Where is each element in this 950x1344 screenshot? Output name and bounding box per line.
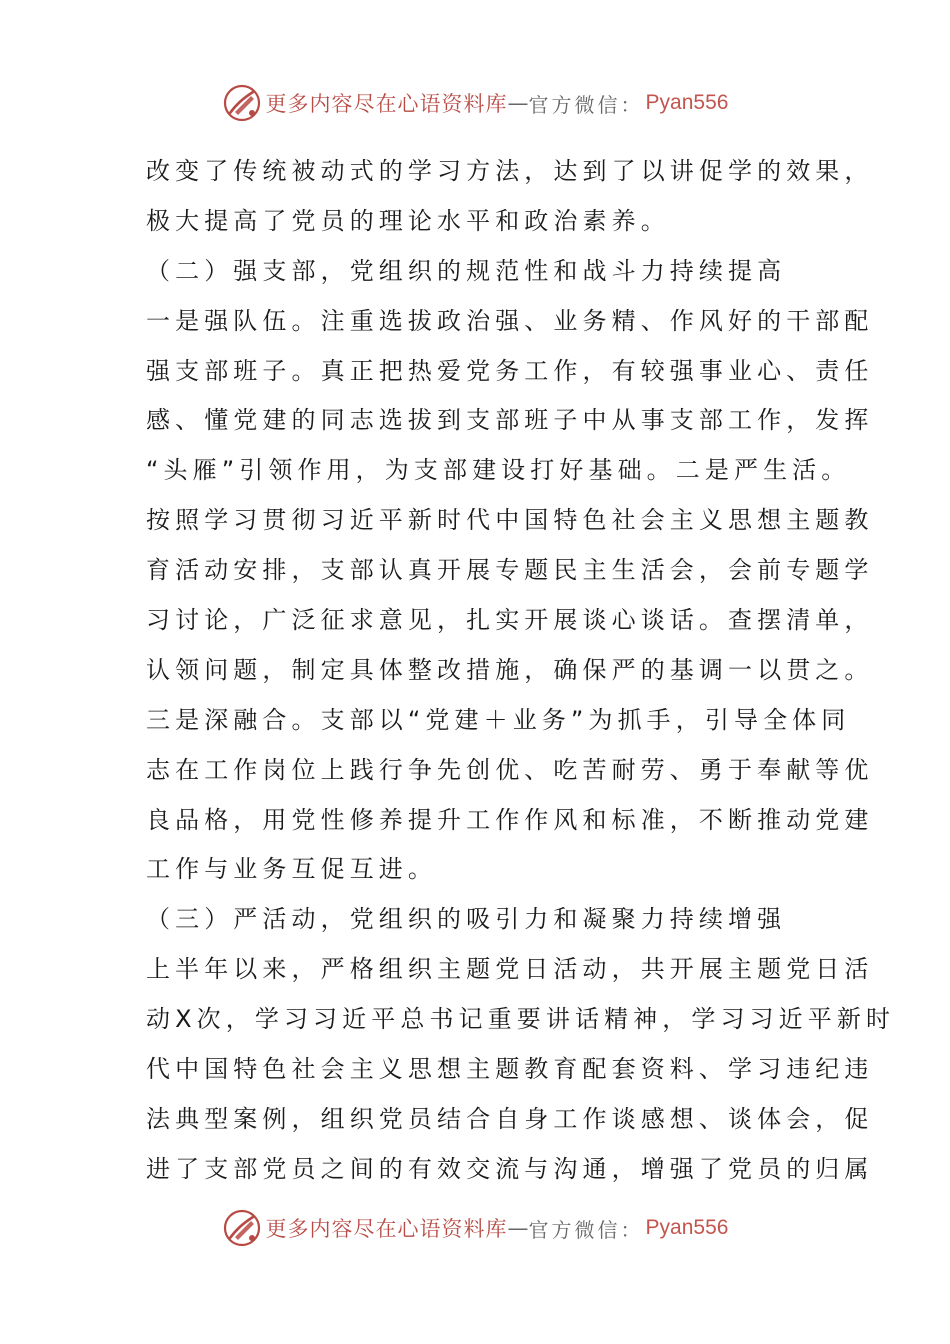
text-line: 一是强队伍。注重选拔政治强、业务精、作风好的干部配 xyxy=(146,306,874,335)
text-line: 三是深融合。支部以“党建＋业务”为抓手，引导全体同 xyxy=(146,705,851,734)
section-heading: （三）严活动，党组织的吸引力和凝聚力持续增强 xyxy=(146,905,787,934)
text-line: 改变了传统被动式的学习方法，达到了以讲促学的效果， xyxy=(146,157,874,185)
text-line: 进了支部党员之间的有效交流与沟通，增强了党员的归属 xyxy=(146,1154,874,1183)
text-line: 志在工作岗位上践行争先创优、吃苦耐劳、勇于奉献等优 xyxy=(146,755,874,784)
text-line: 强支部班子。真正把热爱党务工作，有较强事业心、责任 xyxy=(146,356,874,385)
text-line: 育活动安排，支部认真开展专题民主生活会，会前专题学 xyxy=(146,556,874,585)
section-heading: （二）强支部，党组织的规范性和战斗力持续提高 xyxy=(146,256,787,285)
watermark-separator: — xyxy=(507,1216,529,1240)
text-line: 认领问题，制定具体整改措施，确保严的基调一以贯之。 xyxy=(146,655,874,684)
watermark-wechat-id: Pyan556 xyxy=(645,91,729,114)
text-line: 代中国特色社会主义思想主题教育配套资料、学习违纪违 xyxy=(146,1055,874,1084)
watermark-separator: — xyxy=(507,91,529,115)
text-line: 极大提高了党员的理论水平和政治素养。 xyxy=(146,206,670,235)
text-line: 动X次，学习习近平总书记重要讲话精神，学习习近平新时 xyxy=(146,1005,896,1034)
text-line: 按照学习贯彻习近平新时代中国特色社会主义思想主题教 xyxy=(146,506,874,535)
header-watermark-banner xyxy=(0,78,950,128)
watermark-text: 更多内容尽在心语资料库 xyxy=(265,1217,508,1241)
text-line: 感、懂党建的同志选拔到支部班子中从事支部工作，发挥 xyxy=(146,406,874,435)
document-body xyxy=(146,147,896,1195)
text-line: 习讨论，广泛征求意见，扎实开展谈心谈话。查摆清单， xyxy=(146,606,874,635)
watermark-text: 更多内容尽在心语资料库 xyxy=(265,92,508,116)
watermark-wechat-id: Pyan556 xyxy=(645,1216,729,1239)
watermark-wechat-label: 官方微信： xyxy=(528,1217,644,1242)
text-line: 良品格，用党性修养提升工作作风和标准，不断推动党建 xyxy=(146,805,874,834)
text-line: “头雁”引领作用，为支部建设打好基础。二是严生活。 xyxy=(146,456,851,485)
pen-nib-logo-icon xyxy=(222,83,262,123)
watermark-wechat-label: 官方微信： xyxy=(528,92,644,117)
text-line: 上半年以来，严格组织主题党日活动，共开展主题党日活 xyxy=(146,955,874,984)
text-line: 法典型案例，组织党员结合自身工作谈感想、谈体会，促 xyxy=(146,1104,874,1133)
footer-watermark-banner xyxy=(0,1203,950,1253)
pen-nib-logo-icon xyxy=(222,1208,262,1248)
text-line: 工作与业务互促互进。 xyxy=(146,855,437,884)
